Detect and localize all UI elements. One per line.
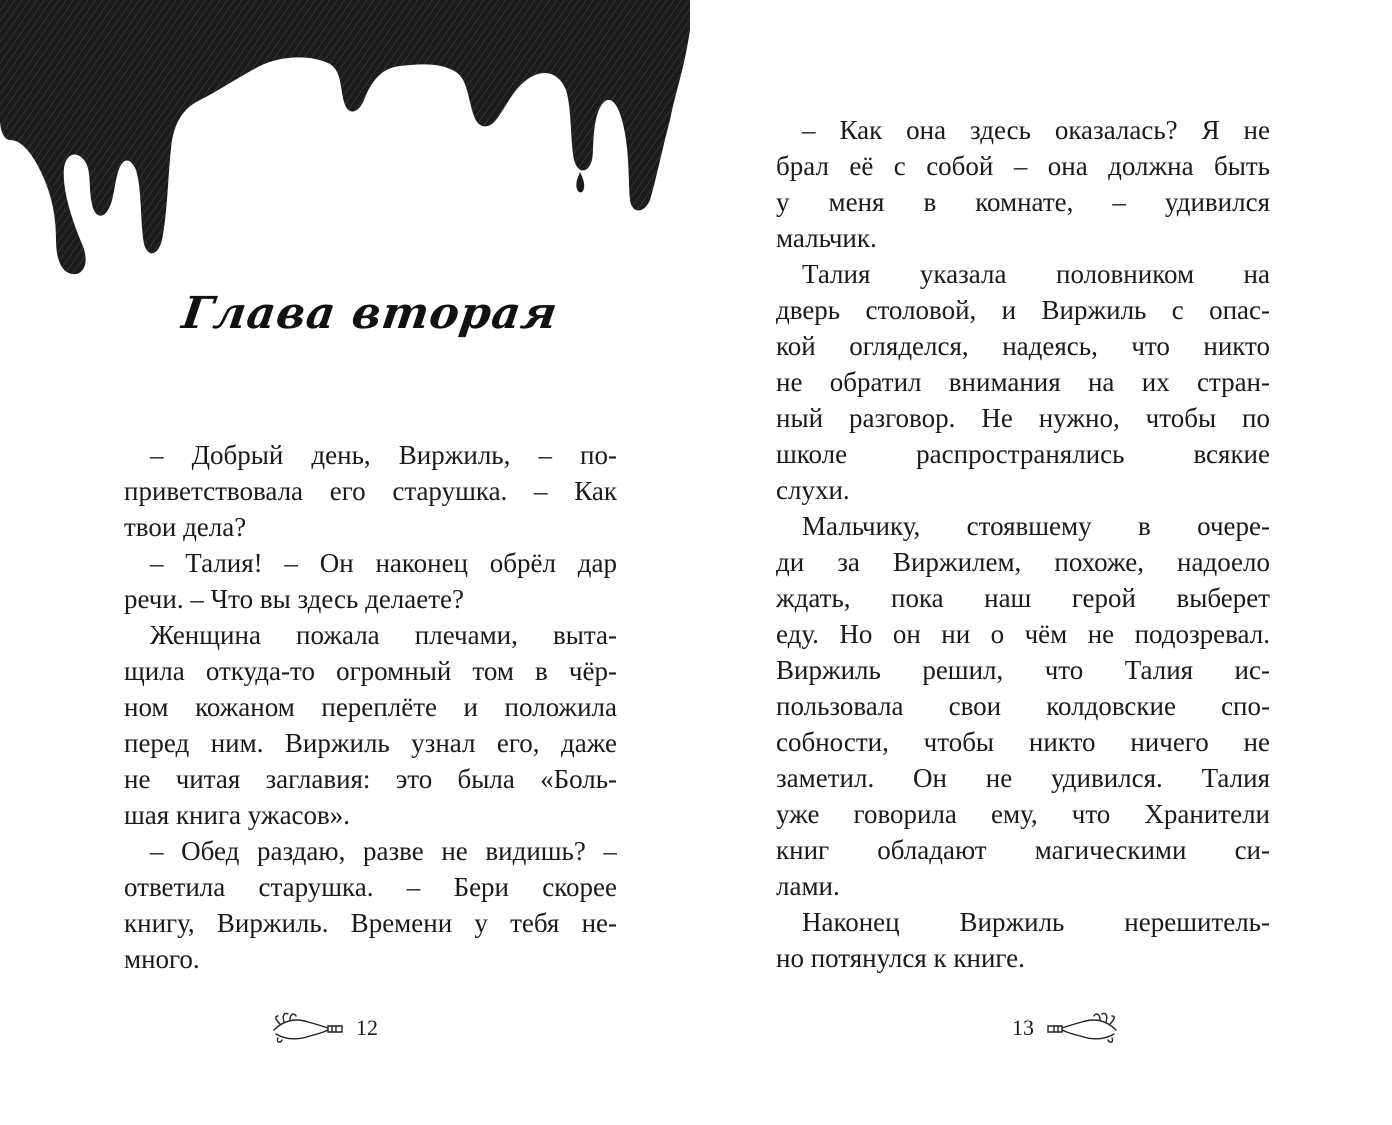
- page-number-right: [1012, 1008, 1120, 1048]
- skeletal-hand-icon: [1044, 1010, 1120, 1046]
- left-page-body: [124, 437, 617, 977]
- text-line: кой огляделся, надеясь, что никто: [776, 331, 1270, 361]
- text-line: собности, чтобы никто ничего не: [776, 727, 1270, 757]
- page-number-left: [270, 1008, 378, 1048]
- text-line: уже говорила ему, что Хранители: [776, 799, 1270, 829]
- text-line: Талия указала половником на: [802, 259, 1270, 289]
- text-line: – Как она здесь оказалась? Я не: [802, 115, 1270, 145]
- text-line: – Обед раздаю, разве не видишь? –: [150, 836, 617, 866]
- text-line: много.: [124, 944, 200, 974]
- text-line: Виржиль решил, что Талия ис-: [776, 655, 1270, 685]
- text-line: лами.: [776, 871, 840, 901]
- text-line: не обратил внимания на их стран-: [776, 367, 1270, 397]
- dripping-ink-icon: [0, 0, 696, 290]
- text-line: твои дела?: [124, 512, 247, 542]
- text-line: еду. Но он ни о чём не подозревал.: [776, 619, 1270, 649]
- text-line: у меня в комнате, – удивился: [776, 187, 1270, 217]
- text-line: Женщина пожала плечами, выта-: [150, 620, 617, 650]
- text-line: приветствовала его старушка. – Как: [124, 476, 617, 506]
- text-line: пользовала свои колдовские спо-: [776, 691, 1270, 721]
- text-line: ный разговор. Не нужно, чтобы по: [776, 403, 1270, 433]
- text-line: книгу, Виржиль. Времени у тебя не-: [124, 908, 617, 938]
- text-line: слухи.: [776, 475, 850, 505]
- text-line: ждать, пока наш герой выберет: [776, 583, 1270, 613]
- text-line: речи. – Что вы здесь делаете?: [124, 584, 465, 614]
- text-line: ном кожаном переплёте и положила: [124, 692, 617, 722]
- page-number: 13: [1012, 1015, 1034, 1040]
- text-line: Наконец Виржиль нерешитель-: [802, 907, 1270, 937]
- text-line: – Добрый день, Виржиль, – по-: [150, 440, 617, 470]
- text-line: Мальчику, стоявшему в очере-: [802, 511, 1270, 541]
- text-line: не читая заглавия: это была «Боль-: [124, 764, 617, 794]
- text-line: брал её с собой – она должна быть: [776, 151, 1270, 181]
- text-line: перед ним. Виржиль узнал его, даже: [124, 728, 617, 758]
- skeletal-hand-icon: [270, 1010, 346, 1046]
- right-page-body: [776, 112, 1270, 976]
- text-line: но потянулся к книге.: [776, 943, 1025, 973]
- text-line: дверь столовой, и Виржиль с опас-: [776, 295, 1270, 325]
- page-number: 12: [356, 1015, 378, 1040]
- chapter-title: Глава вторая: [178, 288, 562, 339]
- text-line: заметил. Он не удивился. Талия: [776, 763, 1270, 793]
- text-line: школе распространялись всякие: [776, 439, 1270, 469]
- text-line: ди за Виржилем, похоже, надоело: [776, 547, 1270, 577]
- text-line: книг обладают магическими си-: [776, 835, 1270, 865]
- text-line: – Талия! – Он наконец обрёл дар: [150, 548, 617, 578]
- text-line: мальчик.: [776, 223, 877, 253]
- text-line: шая книга ужасов».: [124, 800, 351, 830]
- text-line: щила откуда-то огромный том в чёр-: [124, 656, 617, 686]
- text-line: ответила старушка. – Бери скорее: [124, 872, 617, 902]
